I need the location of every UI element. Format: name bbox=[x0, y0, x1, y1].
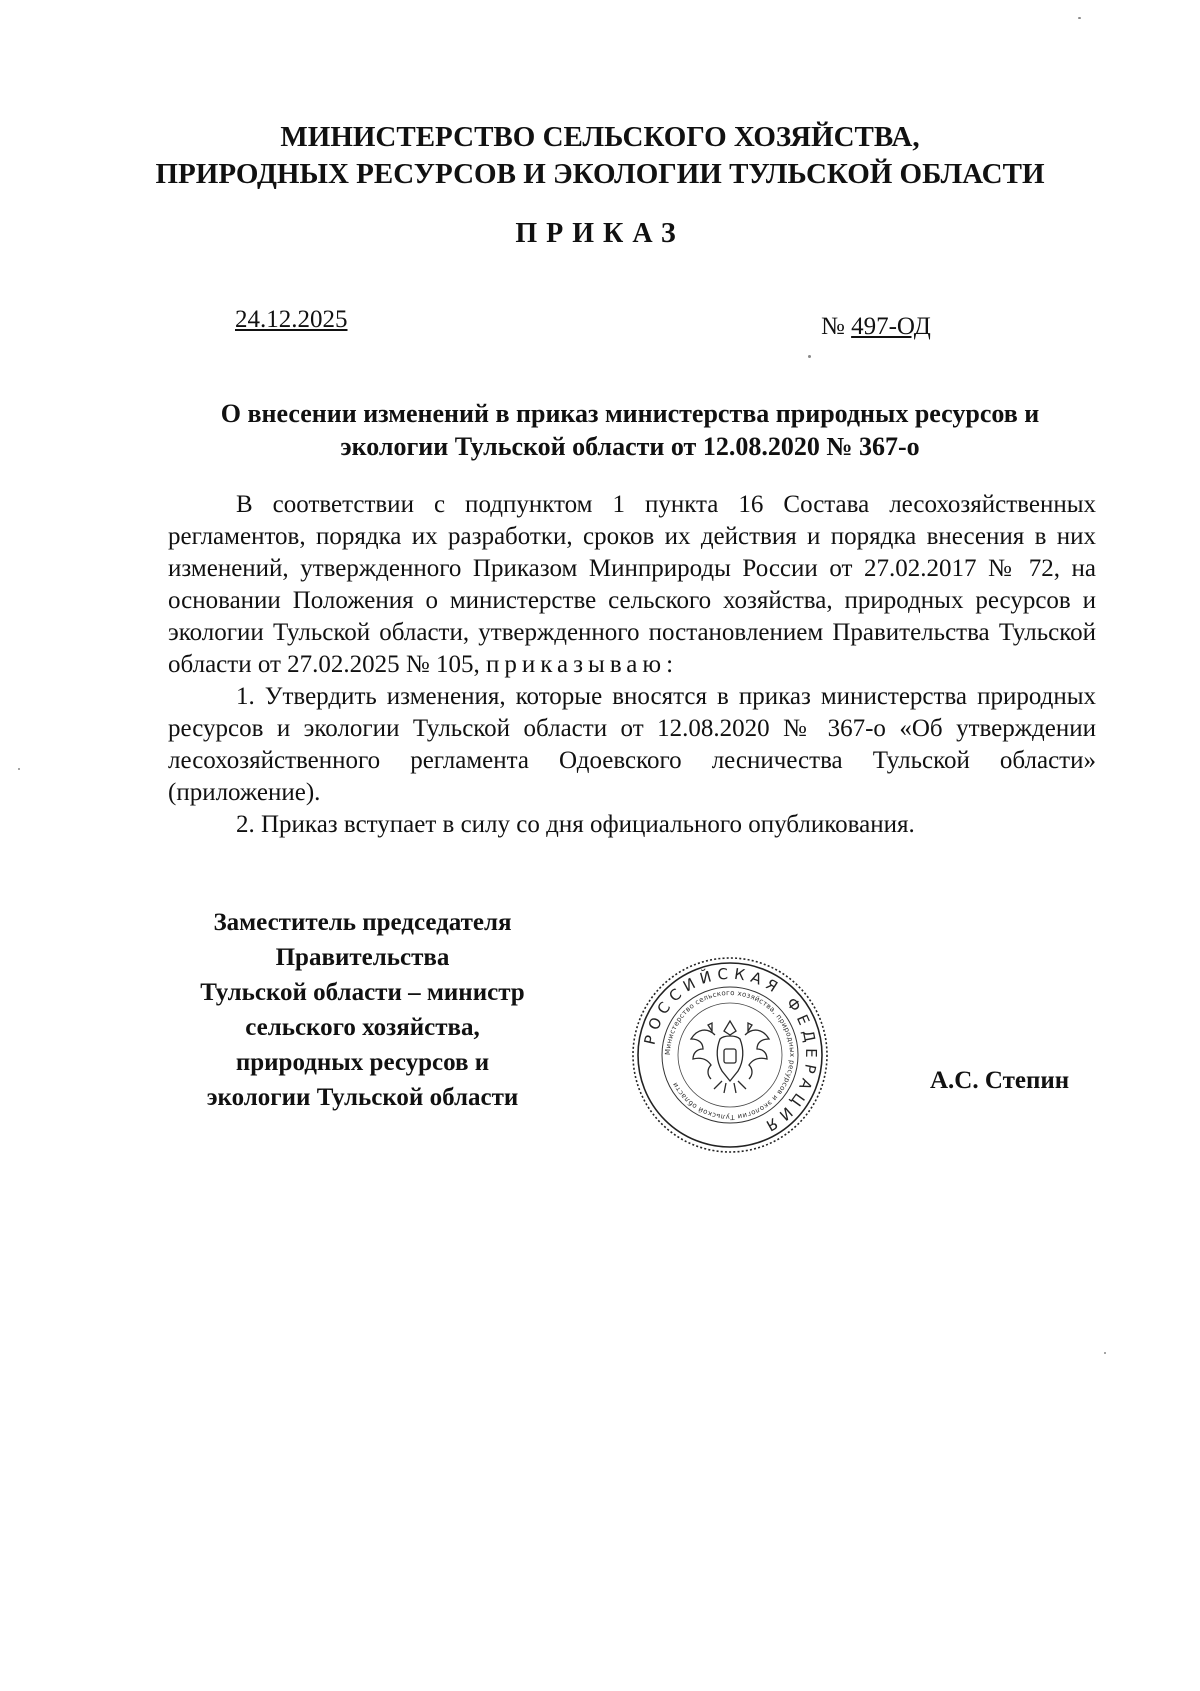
document-type-title: ПРИКАЗ bbox=[515, 218, 685, 249]
order-body bbox=[168, 489, 1096, 841]
ministry-header-line1: МИНИСТЕРСТВО СЕЛЬСКОГО ХОЗЯЙСТВА, bbox=[280, 121, 920, 153]
order-word: приказываю: bbox=[486, 651, 679, 678]
ministry-header-line2: ПРИРОДНЫХ РЕСУРСОВ И ЭКОЛОГИИ ТУЛЬСКОЙ ОБЛАСТИ bbox=[155, 158, 1045, 190]
signer-position-line: Правительства bbox=[275, 944, 450, 971]
signer-name: А.С. Степин bbox=[930, 1067, 1070, 1094]
svg-text:РОССИЙСКАЯ ФЕДЕРАЦИЯ: РОССИЙСКАЯ ФЕДЕРАЦИЯ bbox=[640, 964, 821, 1138]
preamble-paragraph bbox=[168, 489, 1096, 681]
signer-position-line: Тульской области – министр bbox=[200, 979, 525, 1006]
order-number-value: 497-ОД bbox=[851, 313, 931, 340]
order-item-1: 1. Утвердить изменения, которые вносятся в приказ министерства природных ресурсов и экологии Тульской области от 12.08.2020 № 367-о «Об утверждении лесохозяйственного регламента Одоевского лесничества Тульской области» (приложение). bbox=[168, 683, 1096, 806]
order-item-2: 2. Приказ вступает в силу со дня официального опубликования. bbox=[236, 811, 915, 838]
signer-position-line: сельского хозяйства, bbox=[245, 1014, 480, 1041]
order-subject bbox=[165, 397, 1095, 463]
signer-position-line: экологии Тульской области bbox=[206, 1084, 519, 1111]
subject-line1: О внесении изменений в приказ министерства природных ресурсов и bbox=[220, 399, 1040, 428]
svg-text:Министерство сельского хозяйст: Министерство сельского хозяйства, природных ресурсов и экологии Тульской области bbox=[663, 988, 797, 1122]
order-number-prefix: № bbox=[821, 313, 845, 340]
signer-position-line: природных ресурсов и bbox=[235, 1049, 490, 1076]
signer-position-line: Заместитель председателя bbox=[213, 909, 512, 936]
official-seal bbox=[630, 955, 830, 1155]
preamble-text: В соответствии с подпунктом 1 пункта 16 Состава лесохозяйственных регламентов, порядка их разработки, сроков их действия и порядка внесения в них изменений, утвержденного Приказом Минприроды России от 27.02.2017 № 72, на основании Положения о министерстве сельского хозяйства, природных ресурсов и экологии Тульской области, утвержденного постановлением Правительства Тульской области от 27.02.2025 № 105, bbox=[168, 491, 1096, 678]
order-date: 24.12.2025 bbox=[235, 306, 348, 333]
order-number bbox=[821, 313, 931, 341]
subject-line2: экологии Тульской области от 12.08.2020 № 367-о bbox=[340, 432, 920, 461]
signer-position bbox=[170, 905, 555, 1115]
